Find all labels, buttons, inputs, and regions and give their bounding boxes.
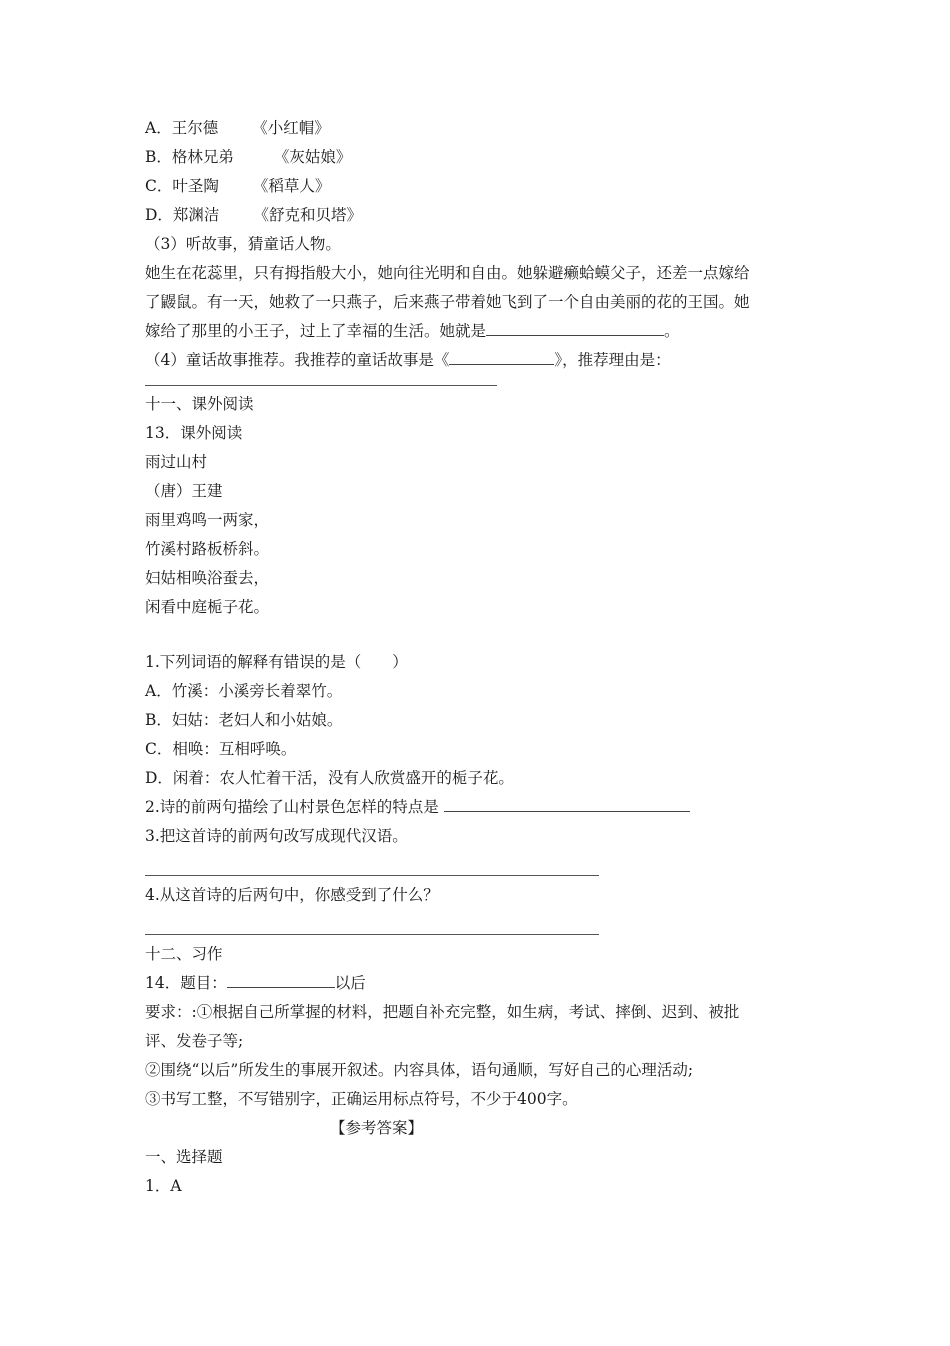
- q14-suffix: 以后: [334, 974, 366, 992]
- sub1-option-c: C．相唤：互相呼唤。: [145, 740, 297, 758]
- answers-section: 一、选择题: [145, 1148, 223, 1166]
- q2-option-c: [145, 172, 805, 201]
- q4-suffix: 》，推荐理由是：: [554, 351, 671, 369]
- option-book: 《稻草人》: [252, 177, 331, 195]
- option-label: C．叶圣陶: [145, 177, 219, 195]
- q3-story-line: 了鼹鼠。有一天，她救了一只燕子，后来燕子带着她飞到了一个自由美丽的花的王国。她: [145, 293, 750, 311]
- section-heading: 十二、习作: [145, 945, 223, 963]
- poem-author: （唐）王建: [145, 482, 223, 500]
- q14-title: [145, 969, 805, 998]
- section-heading: 十一、课外阅读: [145, 395, 254, 413]
- sub-question-2: [145, 793, 805, 822]
- q4-prefix: （4）童话故事推荐。我推荐的童话故事是《: [145, 351, 450, 369]
- sub-question-4: 4.从这首诗的后两句中，你感受到了什么？: [145, 886, 439, 904]
- sub-question-1: 1.下列词语的解释有错误的是（ ）: [145, 653, 408, 671]
- q14-prefix: 14．题目：: [145, 974, 227, 992]
- answer-blank[interactable]: [486, 319, 664, 336]
- q3-story-line: [145, 317, 805, 346]
- q2-option-a: [145, 114, 805, 143]
- requirement-line: ②围绕“以后”所发生的事展开叙述。内容具体，语句通顺，写好自己的心理活动;: [145, 1061, 694, 1079]
- poem-line: 妇姑相唤浴蚕去，: [145, 569, 270, 587]
- poem-line: 闲看中庭栀子花。: [145, 598, 270, 616]
- answer-item: 1．A: [145, 1177, 182, 1195]
- sub1-option-b: B．妇姑：老妇人和小姑娘。: [145, 711, 343, 729]
- option-book: 《小红帽》: [252, 119, 330, 137]
- option-label: B．格林兄弟: [145, 148, 234, 166]
- requirement-line: 要求：:①根据自己所掌握的材料，把题自补充完整，如生病，考试、摔倒、迟到、被批: [145, 1003, 740, 1021]
- requirement-line: 评、发卷子等;: [145, 1032, 244, 1050]
- answer-blank[interactable]: [444, 795, 690, 812]
- q4-line: [145, 346, 805, 375]
- sub1-option-a: A．竹溪：小溪旁长着翠竹。: [145, 682, 343, 700]
- q2-option-b: [145, 143, 805, 172]
- option-label: D．郑渊洁: [145, 206, 220, 224]
- poem-line: 雨里鸡鸣一两家，: [145, 511, 270, 529]
- poem-line: 竹溪村路板桥斜。: [145, 540, 270, 558]
- sub-question-3: 3.把这首诗的前两句改写成现代汉语。: [145, 827, 408, 845]
- option-book: 《灰姑娘》: [273, 148, 352, 166]
- answers-title: 【参考答案】: [330, 1119, 424, 1137]
- question-title: 13．课外阅读: [145, 424, 243, 442]
- sub1-option-d: D．闲着：农人忙着干活，没有人欣赏盛开的栀子花。: [145, 769, 514, 787]
- requirement-line: ③书写工整，不写错别字，正确运用标点符号，不少于400字。: [145, 1090, 578, 1108]
- q3-story-line: 她生在花蕊里，只有拇指般大小，她向往光明和自由。她躲避癞蛤蟆父子，还差一点嫁给: [145, 264, 750, 282]
- q3-suffix: 。: [664, 322, 680, 340]
- answer-blank[interactable]: [449, 348, 554, 365]
- worksheet-page: [145, 114, 805, 1201]
- poem-title: 雨过山村: [145, 453, 208, 471]
- answer-blank[interactable]: [227, 971, 335, 988]
- q2-option-d: [145, 201, 805, 230]
- q3-title: （3）听故事，猜童话人物。: [145, 235, 341, 253]
- q3-prefix: 嫁给了那里的小王子，过上了幸福的生活。她就是: [145, 322, 487, 340]
- option-book: 《舒克和贝塔》: [253, 206, 362, 224]
- sub2-text: 2.诗的前两句描绘了山村景色怎样的特点是: [145, 798, 439, 816]
- option-label: A．王尔德: [145, 119, 219, 137]
